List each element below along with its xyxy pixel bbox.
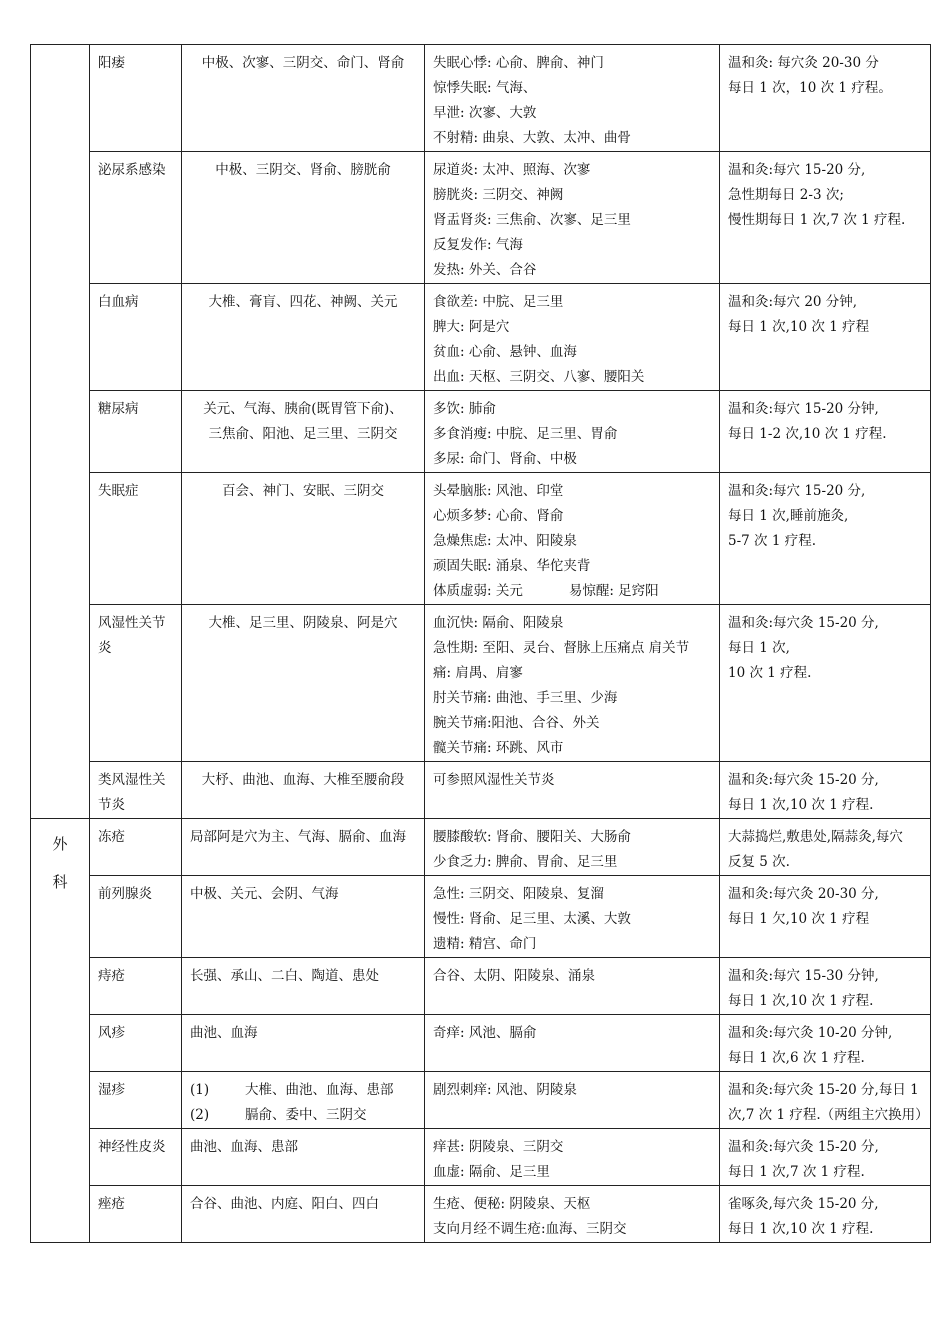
main-points-cell xyxy=(182,605,425,762)
method-line: 温和灸:每穴灸 15-20 分, xyxy=(728,1139,879,1155)
disease-name: 阳痿 xyxy=(98,55,125,71)
assist-line: 出血: 天枢、三阴交、八寥、腰阳关 xyxy=(433,369,645,385)
assist-points-cell xyxy=(425,1129,720,1186)
method-cell xyxy=(720,876,931,958)
assist-line: 尿道炎: 太冲、照海、次寥 xyxy=(433,162,591,178)
assist-points-cell xyxy=(425,1015,720,1072)
table-row xyxy=(31,1186,931,1243)
method-line: 每日 1 次,10 次 1 疗程 xyxy=(728,319,870,335)
assist-points-cell xyxy=(425,284,720,391)
assist-points-cell xyxy=(425,45,720,152)
assist-item: 易惊醒: 足窍阳 xyxy=(568,583,659,599)
method-cell xyxy=(720,958,931,1015)
main-points-cell xyxy=(182,819,425,876)
table-row xyxy=(31,605,931,762)
table-row xyxy=(31,762,931,819)
method-line: 每日 1-2 次,10 次 1 疗程. xyxy=(728,426,887,442)
method-line: 10 次 1 疗程. xyxy=(728,665,812,681)
assist-line xyxy=(433,579,711,604)
method-line: 温和灸:每穴 15-20 分, xyxy=(728,162,866,178)
method-line: 每日 1 欠,10 次 1 疗程 xyxy=(728,911,870,927)
assist-line: 腕关节痛:阳池、合谷、外关 xyxy=(433,715,600,731)
method-line: 每日 1 次,10 次 1 疗程. xyxy=(728,993,874,1009)
method-line: 每日 1 次,10 次 1 疗程. xyxy=(728,797,874,813)
main-points-cell xyxy=(182,473,425,605)
disease-name: 泌尿系感染 xyxy=(98,162,166,178)
assist-points-cell xyxy=(425,762,720,819)
assist-line: 慢性: 肾俞、足三里、太溪、大敦 xyxy=(433,911,631,927)
assist-line: 肾盂肾炎: 三焦俞、次寥、足三里 xyxy=(433,212,631,228)
main-points: 局部阿是穴为主、气海、膈俞、血海 xyxy=(190,829,406,845)
category-cell-surgery xyxy=(31,819,90,1243)
assist-line: 贫血: 心俞、悬钟、血海 xyxy=(433,344,577,360)
assist-points-cell xyxy=(425,1072,720,1129)
method-line: 温和灸:每穴灸 15-20 分,每日 1 xyxy=(728,1082,919,1098)
assist-line: 急燥焦虑: 太冲、阳陵泉 xyxy=(433,533,577,549)
main-points: 长强、承山、二白、陶道、患处 xyxy=(190,968,379,984)
disease-name: 失眠症 xyxy=(98,483,139,499)
assist-line: 痒甚: 阴陵泉、三阴交 xyxy=(433,1139,564,1155)
main-points: 关元、气海、胰俞(既胃管下俞)、 xyxy=(203,401,403,417)
assist-line: 脾大: 阿是穴 xyxy=(433,319,510,335)
method-cell xyxy=(720,819,931,876)
main-points: 大椎、足三里、阴陵泉、阿是穴 xyxy=(208,615,398,631)
table-row xyxy=(31,45,931,152)
method-line: 温和灸:每穴 20 分钟, xyxy=(728,294,858,310)
category-char: 外 xyxy=(52,835,68,853)
disease-cell xyxy=(90,762,182,819)
assist-line: 反复发作: 气海 xyxy=(433,237,523,253)
table-row xyxy=(31,876,931,958)
main-points-cell xyxy=(182,1072,425,1129)
disease-cell xyxy=(90,958,182,1015)
method-cell xyxy=(720,1186,931,1243)
assist-line: 合谷、太阴、阳陵泉、涌泉 xyxy=(433,968,595,984)
disease-name: 前列腺炎 xyxy=(98,886,152,902)
main-points-cell xyxy=(182,45,425,152)
assist-points-cell xyxy=(425,473,720,605)
group-number: (2) xyxy=(190,1107,210,1123)
main-points: 中极、关元、会阴、气海 xyxy=(190,886,339,902)
category-cell-internal xyxy=(31,45,90,819)
category-char: 科 xyxy=(52,873,68,891)
assist-points-cell xyxy=(425,819,720,876)
method-line: 温和灸: 每穴灸 20-30 分 xyxy=(728,55,879,71)
disease-cell xyxy=(90,45,182,152)
method-line: 5-7 次 1 疗程. xyxy=(728,533,816,549)
disease-name: 痤疮 xyxy=(98,1196,125,1212)
method-line: 温和灸:每穴灸 10-20 分钟, xyxy=(728,1025,893,1041)
category-label xyxy=(39,825,81,901)
main-points-cell xyxy=(182,876,425,958)
method-line: 慢性期每日 1 次,7 次 1 疗程. xyxy=(728,212,906,228)
method-line: 每日 1 次, xyxy=(728,640,790,656)
assist-line: 生疮、便秘: 阴陵泉、天枢 xyxy=(433,1196,591,1212)
main-points: 曲池、血海 xyxy=(190,1025,258,1041)
assist-line: 失眠心悸: 心俞、脾俞、神门 xyxy=(433,55,604,71)
assist-line: 痛: 肩禺、肩寥 xyxy=(433,665,523,681)
method-line: 每日 1 次，10 次 1 疗程。 xyxy=(728,80,892,96)
main-points-cell xyxy=(182,284,425,391)
method-cell xyxy=(720,473,931,605)
disease-cell xyxy=(90,876,182,958)
main-points-cell xyxy=(182,1129,425,1186)
main-points: 三焦俞、阳池、足三里、三阴交 xyxy=(208,426,398,442)
main-points-cell xyxy=(182,1015,425,1072)
method-line: 温和灸:每穴 15-20 分钟, xyxy=(728,401,879,417)
method-cell xyxy=(720,1072,931,1129)
assist-line: 多尿: 命门、肾俞、中极 xyxy=(433,451,577,467)
method-cell xyxy=(720,1129,931,1186)
table-row xyxy=(31,473,931,605)
method-line: 反复 5 次. xyxy=(728,854,790,870)
assist-line: 心烦多梦: 心俞、肾俞 xyxy=(433,508,564,524)
assist-points-cell xyxy=(425,876,720,958)
assist-line: 肘关节痛: 曲池、手三里、少海 xyxy=(433,690,618,706)
assist-line: 头晕脑胀: 风池、印堂 xyxy=(433,483,564,499)
table-row xyxy=(31,1015,931,1072)
method-cell xyxy=(720,152,931,284)
method-line: 温和灸:每穴 15-20 分, xyxy=(728,483,866,499)
method-line: 每日 1 次,7 次 1 疗程. xyxy=(728,1164,865,1180)
disease-name: 糖尿病 xyxy=(98,401,139,417)
method-cell xyxy=(720,762,931,819)
method-cell xyxy=(720,1015,931,1072)
assist-line: 可参照风湿性关节炎 xyxy=(433,772,555,788)
assist-line: 顽固失眠: 涌泉、华佗夹背 xyxy=(433,558,591,574)
method-line: 温和灸:每穴灸 15-20 分, xyxy=(728,615,879,631)
main-points-cell xyxy=(182,958,425,1015)
assist-item: 体质虚弱: 关元 xyxy=(433,583,523,599)
table-row xyxy=(31,1129,931,1186)
method-line: 温和灸:每穴 15-30 分钟, xyxy=(728,968,879,984)
assist-line: 剧烈刺痒: 风池、阴陵泉 xyxy=(433,1082,577,1098)
table-row xyxy=(31,284,931,391)
method-cell xyxy=(720,284,931,391)
assist-line: 腰膝酸软: 肾俞、腰阳关、大肠俞 xyxy=(433,829,631,845)
main-points: 合谷、曲池、内庭、阳白、四白 xyxy=(190,1196,379,1212)
assist-line: 支向月经不调生疮:血海、三阴交 xyxy=(433,1221,627,1237)
method-line: 温和灸:每穴灸 15-20 分, xyxy=(728,772,879,788)
disease-name: 风疹 xyxy=(98,1025,125,1041)
disease-name: 冻疮 xyxy=(98,829,125,845)
assist-points-cell xyxy=(425,391,720,473)
disease-name: 类风湿性关节炎 xyxy=(98,772,166,813)
method-line: 大蒜捣烂,敷患处,隔蒜灸,每穴 xyxy=(728,829,903,845)
table-row xyxy=(31,1072,931,1129)
disease-cell xyxy=(90,1129,182,1186)
assist-line: 发热: 外关、合谷 xyxy=(433,262,537,278)
assist-line: 惊悸失眠: 气海、 xyxy=(433,80,537,96)
assist-line: 少食乏力: 脾俞、胃俞、足三里 xyxy=(433,854,618,870)
main-points: 膈俞、委中、三阴交 xyxy=(245,1107,367,1123)
disease-cell xyxy=(90,391,182,473)
method-line: 温和灸:每穴灸 20-30 分, xyxy=(728,886,879,902)
method-line: 雀啄灸,每穴灸 15-20 分, xyxy=(728,1196,879,1212)
assist-line: 急性: 三阴交、阳陵泉、复溜 xyxy=(433,886,604,902)
method-cell xyxy=(720,605,931,762)
disease-cell xyxy=(90,1015,182,1072)
assist-points-cell xyxy=(425,152,720,284)
method-cell xyxy=(720,391,931,473)
assist-line: 多食消瘦: 中脘、足三里、胃俞 xyxy=(433,426,618,442)
assist-line: 食欲差: 中脘、足三里 xyxy=(433,294,564,310)
disease-cell xyxy=(90,819,182,876)
main-points: 曲池、血海、患部 xyxy=(190,1139,298,1155)
table-row xyxy=(31,152,931,284)
assist-line: 奇痒: 风池、膈俞 xyxy=(433,1025,537,1041)
disease-cell xyxy=(90,152,182,284)
main-points-cell xyxy=(182,1186,425,1243)
assist-line: 髋关节痛: 环跳、风市 xyxy=(433,740,564,756)
table-row xyxy=(31,958,931,1015)
method-line: 每日 1 次,6 次 1 疗程. xyxy=(728,1050,865,1066)
method-line: 每日 1 次,10 次 1 疗程. xyxy=(728,1221,874,1237)
main-points-cell xyxy=(182,391,425,473)
disease-name: 风湿性关节炎 xyxy=(98,615,166,656)
method-line: 次,7 次 1 疗程.（两组主穴换用） xyxy=(728,1107,929,1123)
assist-line: 遗精: 精宫、命门 xyxy=(433,936,537,952)
main-points-group xyxy=(190,1078,416,1103)
disease-cell xyxy=(90,284,182,391)
assist-line: 急性期: 至阳、灵台、督脉上压痛点 肩关节 xyxy=(433,640,690,656)
main-points-cell xyxy=(182,152,425,284)
disease-cell xyxy=(90,473,182,605)
disease-name: 白血病 xyxy=(98,294,139,310)
disease-name: 湿疹 xyxy=(98,1082,125,1098)
main-points: 大杼、曲池、血海、大椎至腰俞段 xyxy=(201,772,405,788)
main-points: 大椎、膏肓、四花、神阙、关元 xyxy=(208,294,398,310)
method-cell xyxy=(720,45,931,152)
disease-name: 神经性皮炎 xyxy=(98,1139,166,1155)
assist-points-cell xyxy=(425,605,720,762)
method-line: 每日 1 次,睡前施灸, xyxy=(728,508,849,524)
table-row xyxy=(31,819,931,876)
assist-line: 多饮: 肺俞 xyxy=(433,401,496,417)
main-points: 百会、神门、安眠、三阴交 xyxy=(222,483,384,499)
assist-line: 血沉快: 隔俞、阳陵泉 xyxy=(433,615,564,631)
main-points: 中极、次寥、三阴交、命门、肾俞 xyxy=(201,55,405,71)
assist-points-cell xyxy=(425,1186,720,1243)
disease-cell xyxy=(90,1072,182,1129)
assist-line: 膀胱炎: 三阴交、神阙 xyxy=(433,187,564,203)
disease-name: 痔疮 xyxy=(98,968,125,984)
disease-cell xyxy=(90,605,182,762)
main-points-group xyxy=(190,1103,416,1128)
assist-line: 不射精: 曲泉、大敦、太冲、曲骨 xyxy=(433,130,631,146)
main-points: 大椎、曲池、血海、患部 xyxy=(245,1082,394,1098)
main-points-cell xyxy=(182,762,425,819)
table-row xyxy=(31,391,931,473)
assist-points-cell xyxy=(425,958,720,1015)
assist-line: 早泄: 次寥、大敦 xyxy=(433,105,537,121)
assist-line: 血虚: 隔俞、足三里 xyxy=(433,1164,550,1180)
main-points: 中极、三阴交、肾俞、膀胱俞 xyxy=(215,162,391,178)
disease-cell xyxy=(90,1186,182,1243)
treatment-table xyxy=(30,44,931,1243)
group-number: (1) xyxy=(190,1082,210,1098)
method-line: 急性期每日 2-3 次; xyxy=(728,187,844,203)
